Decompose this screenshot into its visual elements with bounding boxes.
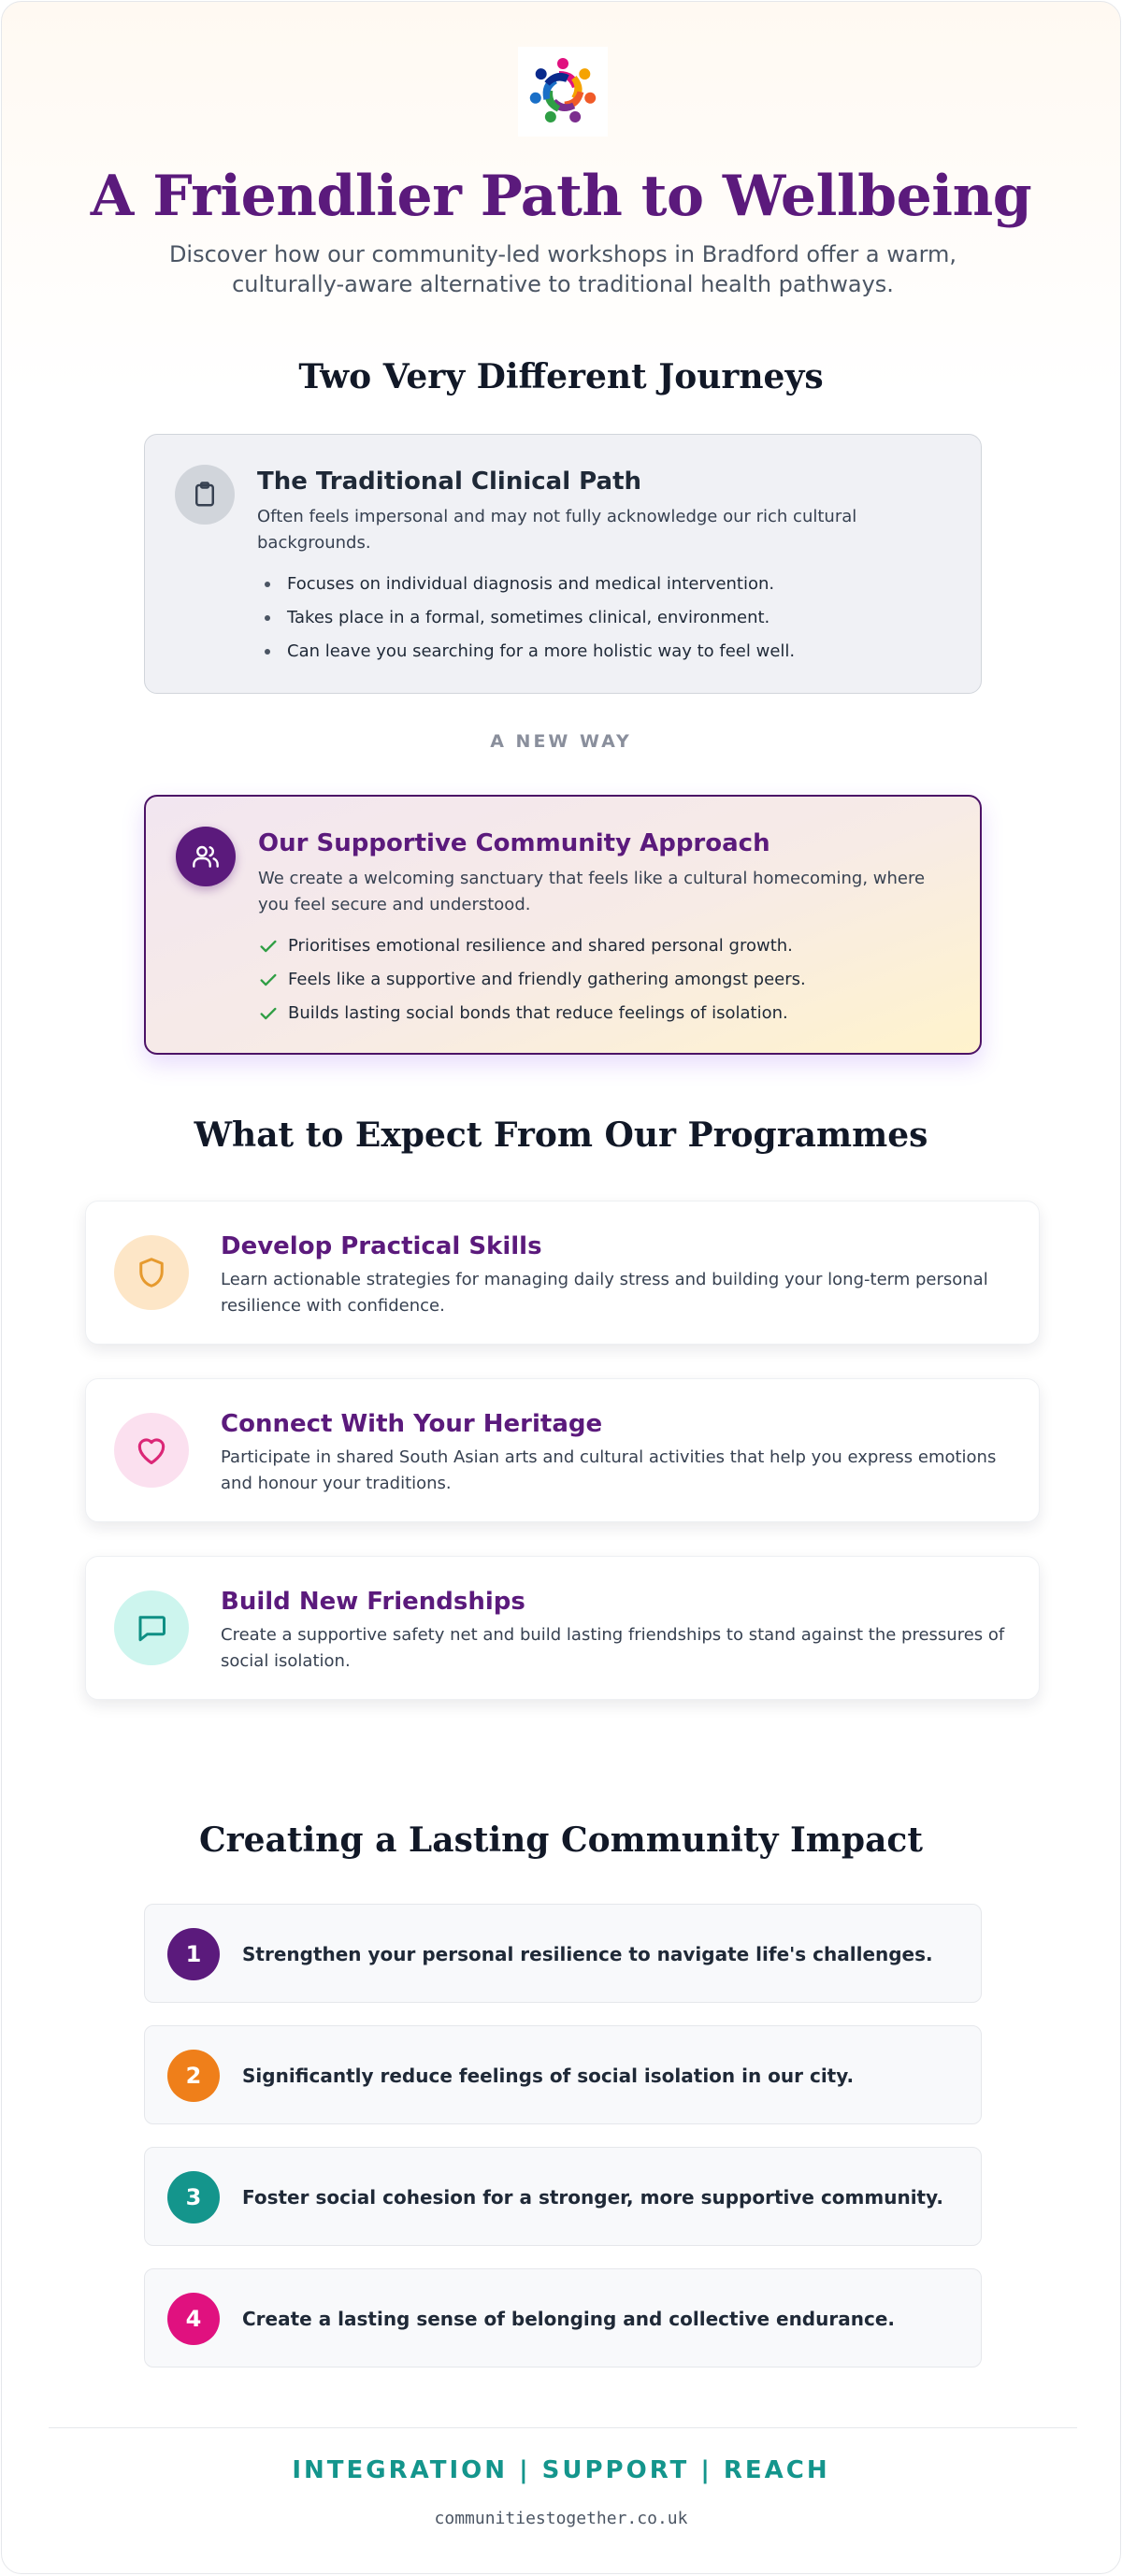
- new-way-divider-label: A NEW WAY: [490, 731, 632, 752]
- check-icon: [258, 970, 279, 990]
- community-path-title: Our Supportive Community Approach: [258, 829, 770, 857]
- feature-description: Create a supportive safety net and build lasting friendships to stand against the pressures of social isolation.: [221, 1625, 1005, 1671]
- feature-card-friendships: [85, 1556, 1040, 1700]
- feature-description: Learn actionable strategies for managing daily stress and building your long-term personal resilience with confidence.: [221, 1270, 988, 1316]
- list-item-text: Prioritises emotional resilience and shared personal growth.: [288, 936, 793, 956]
- programmes-heading: What to Expect From Our Programmes: [194, 1115, 928, 1155]
- list-item: [258, 935, 948, 957]
- list-item: [258, 969, 948, 991]
- chat-bubble-icon: [114, 1590, 189, 1665]
- impact-text: Significantly reduce feelings of social isolation in our city.: [242, 2065, 855, 2087]
- list-item: [258, 1002, 948, 1025]
- traditional-path-card: [144, 434, 982, 694]
- page: [1, 1, 1121, 2574]
- feature-description: Participate in shared South Asian arts and cultural activities that help you express emotions and honour your traditions.: [221, 1447, 997, 1493]
- community-path-description: We create a welcoming sanctuary that feels like a cultural homecoming, where you feel secure and understood.: [258, 869, 926, 914]
- clipboard-icon: [175, 465, 235, 525]
- heart-icon: [114, 1413, 189, 1488]
- feature-title: Build New Friendships: [221, 1588, 525, 1616]
- feature-card-heritage: [85, 1378, 1040, 1522]
- traditional-path-title: The Traditional Clinical Path: [257, 468, 642, 496]
- check-icon: [258, 1003, 279, 1024]
- impact-number-badge: 4: [167, 2293, 220, 2345]
- impact-item: [144, 2147, 982, 2246]
- footer-website-link[interactable]: communitiestogether.co.uk: [434, 2509, 688, 2528]
- check-icon: [258, 936, 279, 957]
- footer-divider: [49, 2427, 1077, 2428]
- feature-title: Connect With Your Heritage: [221, 1410, 603, 1438]
- journeys-heading: Two Very Different Journeys: [298, 357, 824, 396]
- traditional-path-points: [257, 573, 949, 663]
- page-title: A Friendlier Path to Wellbeing: [90, 164, 1032, 229]
- community-path-card: [144, 795, 982, 1055]
- traditional-path-description: Often feels impersonal and may not fully acknowledge our rich cultural backgrounds.: [257, 507, 857, 553]
- feature-card-practical-skills: [85, 1201, 1040, 1345]
- list-item: Focuses on individual diagnosis and medical intervention.: [257, 573, 949, 596]
- impact-item: [144, 2025, 982, 2124]
- community-circle-logo-icon: [518, 47, 608, 137]
- impact-number-badge: 3: [167, 2171, 220, 2223]
- impact-item: [144, 2268, 982, 2367]
- list-item-text: Builds lasting social bonds that reduce feelings of isolation.: [288, 1003, 788, 1023]
- impact-number-badge: 2: [167, 2050, 220, 2102]
- impact-text: Create a lasting sense of belonging and collective endurance.: [242, 2308, 895, 2330]
- footer-tagline: INTEGRATION | SUPPORT | REACH: [292, 2456, 830, 2484]
- users-icon: [176, 827, 236, 886]
- feature-title: Develop Practical Skills: [221, 1232, 542, 1260]
- page-subtitle: Discover how our community-led workshops in Bradford offer a warm, culturally-aware alternative to traditional health pathways.: [168, 241, 957, 297]
- impact-text: Foster social cohesion for a stronger, more supportive community.: [242, 2186, 943, 2209]
- impact-heading: Creating a Lasting Community Impact: [199, 1820, 923, 1860]
- list-item: Takes place in a formal, sometimes clinical, environment.: [257, 607, 949, 629]
- impact-item: [144, 1904, 982, 2003]
- shield-icon: [114, 1235, 189, 1310]
- list-item-text: Feels like a supportive and friendly gathering amongst peers.: [288, 970, 806, 989]
- community-path-points: [258, 935, 948, 1025]
- impact-number-badge: 1: [167, 1928, 220, 1980]
- impact-text: Strengthen your personal resilience to navigate life's challenges.: [242, 1943, 933, 1965]
- list-item: Can leave you searching for a more holistic way to feel well.: [257, 640, 949, 663]
